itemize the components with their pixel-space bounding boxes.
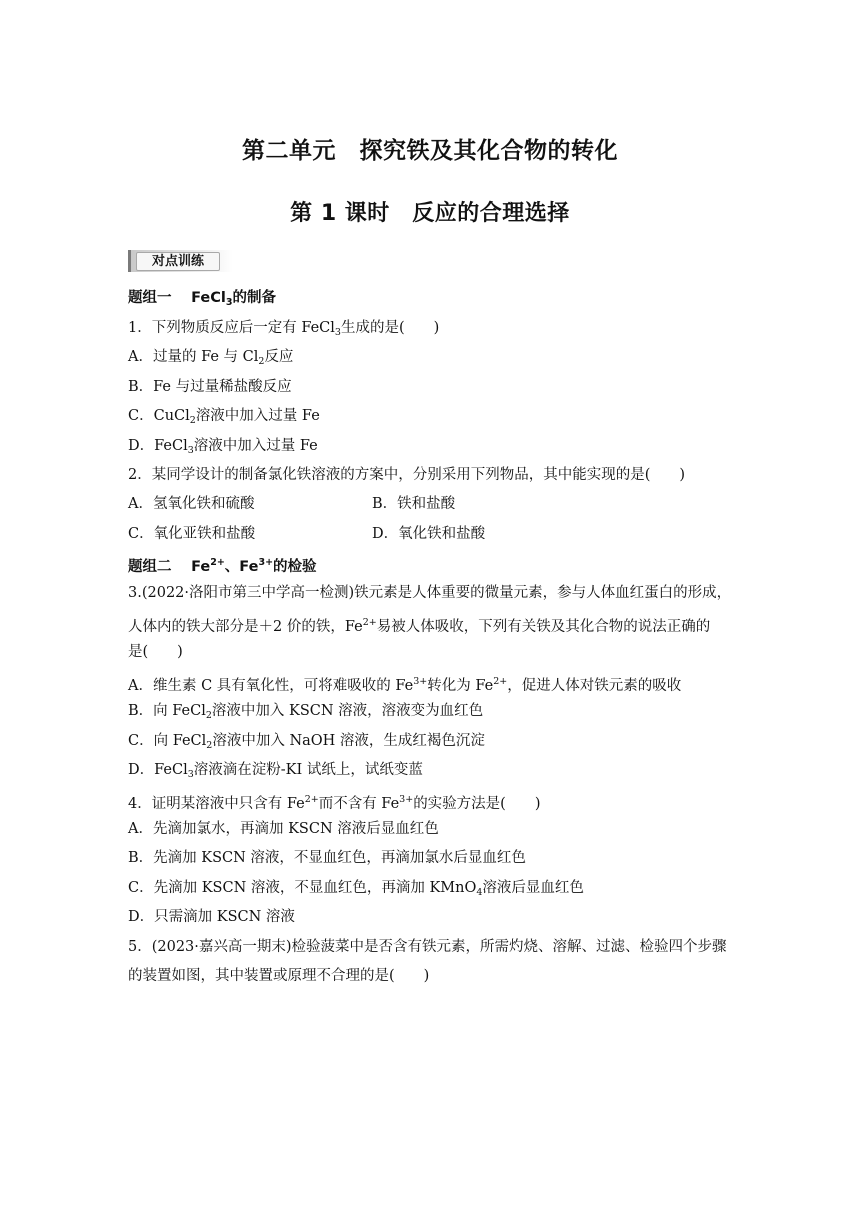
question-5-line-1: 5．(2023·嘉兴高一期末)检验菠菜中是否含有铁元素，所需灼烧、溶解、过滤、检验四个步骤 <box>128 939 727 955</box>
option-text: C．向 FeCl <box>128 733 207 749</box>
question-5-line-2: 的装置如图，其中装置或原理不合理的是( ) <box>128 968 430 984</box>
option-text: A．维生素 C 具有氧化性，可将难吸收的 Fe <box>128 678 414 694</box>
group-title-text: Fe <box>191 559 211 575</box>
section-badge-label: 对点训练 <box>136 252 220 271</box>
subscript: 3 <box>225 297 233 308</box>
option-text: ，促进人体对铁元素的吸收 <box>507 678 682 694</box>
option-text: C．先滴加 KSCN 溶液，不显血红色，再滴加 KMnO <box>128 880 477 896</box>
subscript: 2 <box>189 415 196 426</box>
group-heading-1 <box>128 288 748 313</box>
q1-option-d <box>128 436 748 461</box>
subscript: 3 <box>334 327 341 338</box>
question-text: 易被人体吸收，下列有关铁及其化合物的说法正确的 <box>376 619 711 635</box>
subscript: 3 <box>187 445 194 456</box>
option-text: 溶液中加入过量 Fe <box>195 408 320 424</box>
superscript: 3+ <box>413 676 428 687</box>
superscript: 2+ <box>493 676 508 687</box>
unit-title: 第二单元 探究铁及其化合物的转化 <box>242 138 618 164</box>
option-text: D．FeCl <box>128 438 188 454</box>
superscript: 2+ <box>210 557 225 568</box>
q3-option-d <box>128 760 748 785</box>
subscript: 2 <box>205 710 212 721</box>
question-text: 的实验方法是( ) <box>413 796 541 812</box>
option-text: 溶液后显血红色 <box>482 880 584 896</box>
group-label: 题组二 <box>128 559 172 575</box>
question-1-stem <box>128 318 748 343</box>
lesson-title: 第 1 课时 反应的合理选择 <box>290 201 570 226</box>
superscript: 2+ <box>362 617 377 628</box>
q4-option-a: A．先滴加氯水，再滴加 KSCN 溶液后显血红色 <box>128 821 439 837</box>
option-text: A．过量的 Fe 与 Cl <box>128 349 259 365</box>
q4-option-c <box>128 878 748 903</box>
subscript: 4 <box>476 887 483 898</box>
group-label: 题组一 <box>128 290 172 306</box>
question-text: 生成的是( ) <box>340 320 440 336</box>
group-title-text: 的检验 <box>273 559 317 575</box>
superscript: 3+ <box>399 794 414 805</box>
q2-options-row-1 <box>128 494 748 514</box>
group-title-text: 、Fe <box>224 559 259 575</box>
group-heading-2 <box>128 553 748 577</box>
q2-option-a: A．氢氧化铁和硫酸 <box>128 496 255 512</box>
q4-option-b: B．先滴加 KSCN 溶液，不显血红色，再滴加氯水后显血红色 <box>128 850 526 866</box>
subscript: 2 <box>258 356 265 367</box>
option-text: 转化为 Fe <box>427 678 494 694</box>
option-text: C．CuCl <box>128 408 190 424</box>
question-4-stem <box>128 790 748 814</box>
option-text: 溶液中加入过量 Fe <box>193 438 318 454</box>
section-badge <box>128 250 233 272</box>
group-title-text: FeCl <box>191 290 226 306</box>
question-text: 4．证明某溶液中只含有 Fe <box>128 796 305 812</box>
q2-options-row-2 <box>128 524 748 544</box>
question-3-line-2 <box>128 613 748 637</box>
superscript: 3+ <box>258 557 274 568</box>
option-text: B．向 FeCl <box>128 703 206 719</box>
option-text: 反应 <box>264 349 294 365</box>
question-3-line-1: 3.(2022·洛阳市第三中学高一检测)铁元素是人体重要的微量元素，参与人体血红蛋白的形成， <box>128 585 732 601</box>
q4-option-d: D．只需滴加 KSCN 溶液 <box>128 909 295 925</box>
q2-option-d: D．氧化铁和盐酸 <box>372 526 486 542</box>
option-text: 溶液滴在淀粉-KI 试纸上，试纸变蓝 <box>193 762 423 778</box>
q2-option-b: B．铁和盐酸 <box>372 496 456 512</box>
q3-option-b <box>128 701 748 726</box>
subscript: 2 <box>206 740 213 751</box>
option-text: 溶液中加入 NaOH 溶液，生成红褐色沉淀 <box>212 733 485 749</box>
question-text: 而不含有 Fe <box>318 796 400 812</box>
subscript: 3 <box>187 769 194 780</box>
q1-option-a <box>128 347 748 372</box>
question-3-line-3: 是( ) <box>128 644 183 660</box>
superscript: 2+ <box>304 794 319 805</box>
q2-option-c: C．氧化亚铁和盐酸 <box>128 526 256 542</box>
question-text: 人体内的铁大部分是＋2 价的铁，Fe <box>128 619 363 635</box>
option-text: D．FeCl <box>128 762 188 778</box>
q3-option-a <box>128 672 748 696</box>
q3-option-c <box>128 731 748 756</box>
question-text: 1．下列物质反应后一定有 FeCl <box>128 320 335 336</box>
q1-option-c <box>128 406 748 431</box>
question-2-stem: 2．某同学设计的制备氯化铁溶液的方案中，分别采用下列物品，其中能实现的是( ) <box>128 467 686 483</box>
q1-option-b: B．Fe 与过量稀盐酸反应 <box>128 379 292 395</box>
option-text: 溶液中加入 KSCN 溶液，溶液变为血红色 <box>211 703 484 719</box>
group-title-text: 的制备 <box>232 290 276 306</box>
